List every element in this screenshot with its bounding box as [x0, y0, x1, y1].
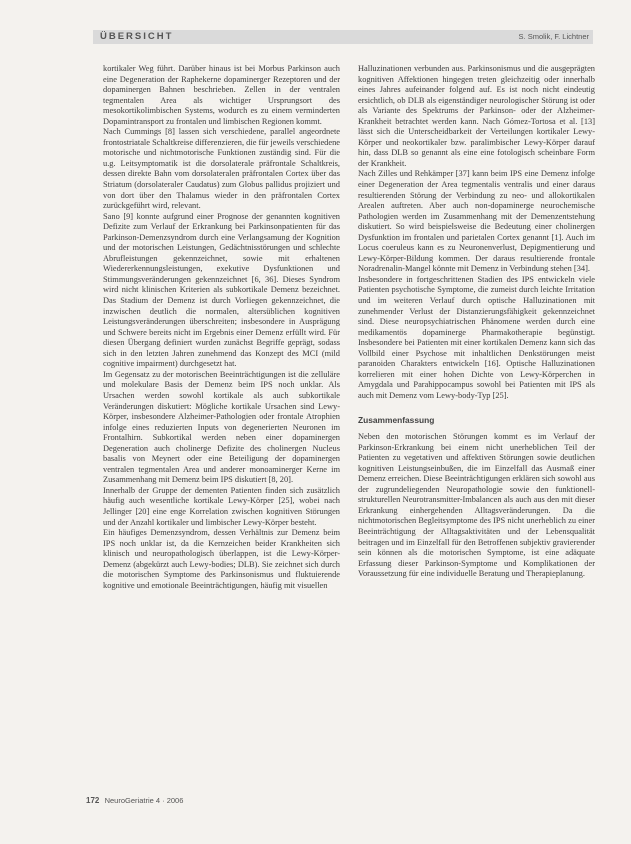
page-number: 172	[86, 796, 100, 805]
body-paragraph: Insbesondere in fortgeschrittenen Stadien des IPS entwickeln viele Patienten psychotische Symptome, die zumeist durch leichte Irritation und im weiteren Verlauf durch optische Halluzinationen mit zunehmender Verlust der Distanzierungsfähigkeit gekennzeichnet sind. Diese neuropsychiatrischen Phänomene werden durch eine medikamentös dopaminerge Pharmakotherapie begünstigt. Insbesondere bei Patienten mit einer kortikalen Demenz kann sich das Vollbild einer Psychose mit inhaltlichen Denkstörungen meist paranoiden Charakters entwickeln [16]. Optische Halluzinationen korrelieren mit einer hohen Dichte von Lewy-Körperchen in Amygdala und Parahippocampus sowohl bei Patienten mit IPS als auch mit Demenz vom Lewy-body-Typ [25].	[358, 274, 595, 400]
right-text-column	[358, 64, 595, 580]
body-paragraph: Innerhalb der Gruppe der dementen Patienten finden sich zusätzlich häufig auch wesentliche kortikale Lewy-Körper [25], wobei nach Jellinger [20] eine enge Korrelation zwischen kognitiven Störungen und der Anzahl kortikaler und limbischer Lewy-Körper besteht.	[103, 485, 340, 527]
body-paragraph: Nach Cummings [8] lassen sich verschiedene, parallel angeordnete frontostriatale Schaltkreise differenzieren, die für jeweils verschiedene motorische und nichtmotorische Funktionen zuständig sind. Für die u.g. Leitsymptomatik ist die dorsolaterale präfrontale Schaltkreis, dessen direkte Bahn vom dorsolateralen präfrontalen Cortex über das Striatum (dorsolateraler Caudatus) zum Globus pallidus projiziert und von dort über den Thalamus wieder in den präfrontalen Cortex zurückgeführt wird, relevant.	[103, 127, 340, 211]
left-text-column	[103, 64, 340, 591]
body-paragraph: Ein häufiges Demenzsyndrom, dessen Verhältnis zur Demenz beim IPS noch unklar ist, da die Kernzeichen beider Krankheiten sich klinisch und neuropathologisch überlappen, ist die Lewy-Körper-Demenz (abgekürzt auch Lewy-bodies; DLB). Sie zeichnet sich durch die motorischen Symptome des Parkinsonismus und fluktuierende kognitive und emotionale Beeinträchtigungen, häufig mit visuellen	[103, 528, 340, 590]
summary-paragraph: Neben den motorischen Störungen kommt es im Verlauf der Parkinson-Erkrankung bei einem nicht unerheblichen Teil der Patienten zu vegetativen und affektiven Störungen sowie deutlichen kognitiven Leistungseinbußen, die im Einzelfall das Ausmaß einer Demenz erreichen. Diese Beeinträchtigungen erklären sich sowohl aus der zugrundeliegenden Neuropathologie sowie den funktionell-strukturellen Neurotransmitter-Imbalancen als auch aus den mit dieser Erkrankung einhergehenden Alltagsveränderungen. Da die nichtmotorischen Begleitsymptome des IPS nicht unerheblich zu einer Beeinträchtigung der Alltagsaktivitäten und der Lebensqualität beitragen und im Einzelfall für den Betroffenen subjektiv gravierender sein können als die motorischen Symptome, ist eine adäquate Erfassung dieser Parkinson-Symptome und Komplikationen der Voraussetzung für eine individuelle Beratung und Therapieplanung.	[358, 432, 595, 579]
page-footer	[86, 796, 183, 805]
body-paragraph: Nach Zilles und Rehkämper [37] kann beim IPS eine Demenz infolge einer Degeneration der Area tegmentalis ventralis und einer daraus resultierenden Störung der Verbindung zu neo- und allokortikalen Arealen auftreten. Aber auch non-dopaminerge neurochemische Pathologien werden im Zusammenhang mit der Demenzentstehung diskutiert. So wird beispielsweise die Bedeutung einer cholinergen Dysfunktion im frontalen und parietalen Cortex genannt [1]. Auch im Locus coeruleus kann es zu Neuronenverlust, Depigmentierung und Lewy-Körper-Bildung kommen. Der daraus resultierende frontale Noradrenalin-Mangel könnte mit Demenz in Verbindung stehen [34].	[358, 169, 595, 274]
journal-citation: NeuroGeriatrie 4 · 2006	[104, 796, 184, 805]
body-paragraph: Im Gegensatz zu der motorischen Beeinträchtigungen ist die zelluläre und molekulare Basis der Demenz beim IPS noch unklar. Als Ursachen werden sowohl kortikale als auch subkortikale Veränderungen diskutiert: Mögliche kortikale Ursachen sind Lewy-Körper, insbesondere Alzheimer-Pathologien oder frontale Atrophien infolge eines reduzierten Inputs von degenerierten Neuronen im Frontalhirn. Subkortikal werden neben einer dopaminergen Degeneration auch cholinerge Defizite des cholinergen Nucleus basalis von Meynert oder eine Beteiligung der dopaminergen ventralen tegmentalen Area und anderer monoaminerger Kerne im Zusammenhang mit Demenz beim IPS diskutiert [8, 20].	[103, 369, 340, 485]
running-header	[93, 30, 593, 44]
section-heading: Zusammenfassung	[358, 414, 435, 425]
body-paragraph: kortikaler Weg führt. Darüber hinaus ist bei Morbus Parkinson auch eine Degeneration der Raphekerne dopaminerger Rezeptoren und der dopaminergen Bahnen beschrieben. Zellen in der ventralen tegmentalen Area als wichtiger Ursprungsort des mesokortikolimbischen Systems, wodurch es zu einem verminderten Dopamintransport zu frontalen und limbischen Regionen kommt.	[103, 64, 340, 126]
body-paragraph: Sano [9] konnte aufgrund einer Prognose der genannten kognitiven Defizite zum Verlauf der Erkrankung bei Parkinsonpatienten für das Parkinson-Demenzsyndrom durch eine Verlangsamung der Kognition und der motorischen Leistungen, Gedächtnisstörungen und schlechte Abrufleistungen gekennzeichnet, sowie mit erhaltenen Wiedererkennungsleistungen, exekutive Dysfunktionen und Stimmungsveränderungen gekennzeichnet [6, 36]. Dieses Syndrom wird nicht klinischen Kriterien als subkortikale Demenz bezeichnet. Das Stadium der Demenz ist durch Vorliegen gekennzeichnet, die inzwischen deutlich die normalen, altersüblichen kognitiven Leistungsveränderungen überschreiten; insbesondere in Ausprägung und Schwere bereits nicht im Ergebnis einer Demenz erfüllt wird. Für diesen Übergang definiert wurden zunächst Begriffe geprägt, sodass sich in den letzten Jahren zunehmend das Konzept des MCI (mild cognitive impairment) durchgesetzt hat.	[103, 211, 340, 369]
body-paragraph: Halluzinationen verbunden aus. Parkinsonismus und die ausgeprägten kognitiven Affektionen hingegen treten gleichzeitig oder innerhalb eines Jahres aufeinander folgend auf. Es ist noch nicht eindeutig ersichtlich, ob DLB als eigenständiger neurologischer Störung ist oder als Variante des Spektrums der Parkinson- oder der Alzheimer-Krankheit betrachtet werden kann. Nach Gómez-Tortosa et al. [13] lässt sich die Unterscheidbarkeit der Verteilungen kortikaler Lewy-Körper und neokortikaler bzw. paralimbischer Lewy-Körper darauf hin, dass DLB so genannt als eine eine fotologisch scheinbare Form der Krankheit.	[358, 64, 595, 168]
section-label: ÜBERSICHT	[100, 31, 174, 42]
header-authors: S. Smolik, F. Lichtner	[518, 32, 589, 41]
